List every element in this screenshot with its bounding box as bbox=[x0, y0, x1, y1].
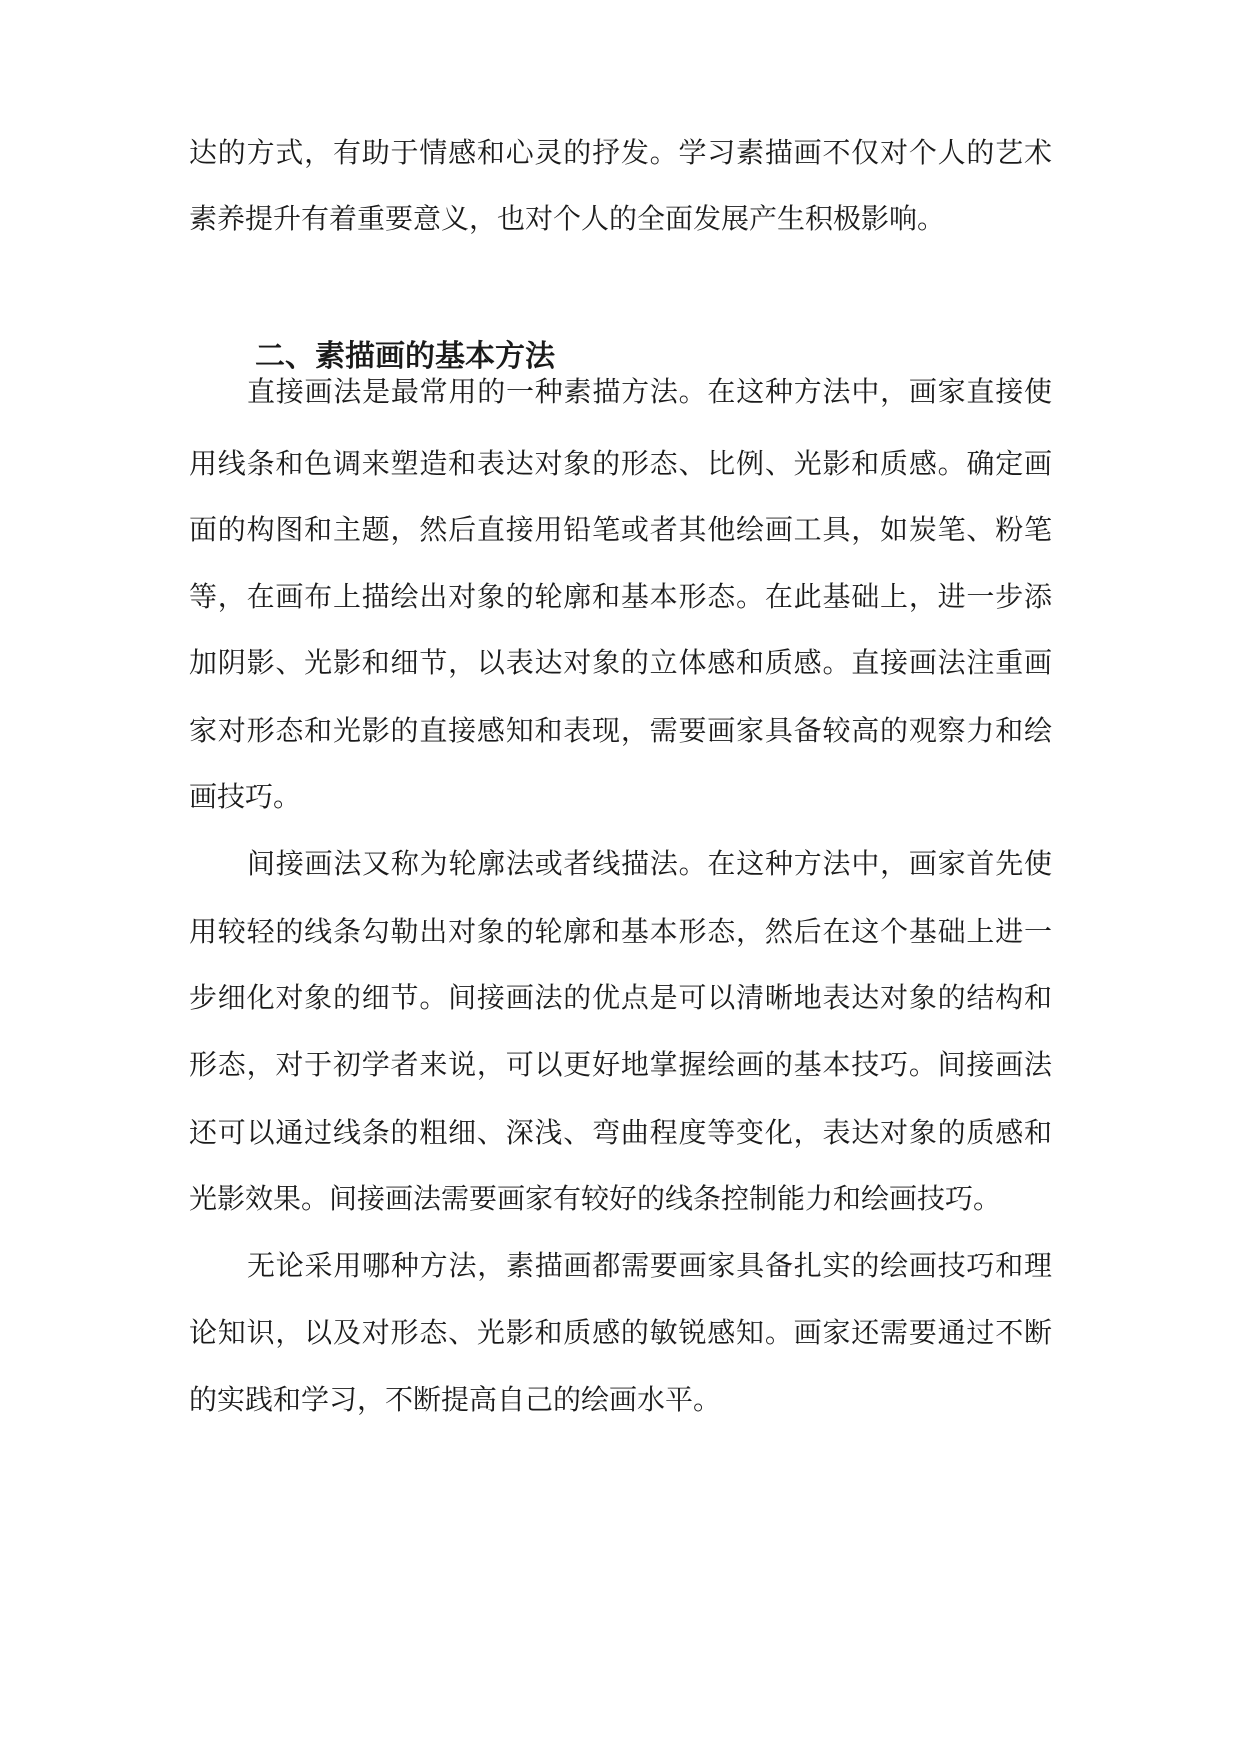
para3-line-3: 的实践和学习，不断提高自己的绘画水平。 bbox=[189, 1383, 722, 1416]
para1-line-7: 画技巧。 bbox=[189, 780, 302, 813]
para3-line-2: 论知识，以及对形态、光影和质感的敏锐感知。画家还需要通过不断 bbox=[189, 1316, 1052, 1349]
para2-line-4: 形态，对于初学者来说，可以更好地掌握绘画的基本技巧。间接画法 bbox=[189, 1048, 1052, 1081]
intro-line-2: 素养提升有着重要意义，也对个人的全面发展产生积极影响。 bbox=[189, 202, 946, 235]
para1-line-2: 用线条和色调来塑造和表达对象的形态、比例、光影和质感。确定画 bbox=[189, 447, 1052, 480]
para2-line-1: 间接画法又称为轮廓法或者线描法。在这种方法中，画家首先使 bbox=[247, 847, 1052, 880]
para1-line-6: 家对形态和光影的直接感知和表现，需要画家具备较高的观察力和绘 bbox=[189, 714, 1052, 747]
para2-line-3: 步细化对象的细节。间接画法的优点是可以清晰地表达对象的结构和 bbox=[189, 981, 1052, 1014]
para2-line-2: 用较轻的线条勾勒出对象的轮廓和基本形态，然后在这个基础上进一 bbox=[189, 915, 1052, 948]
para3-line-1: 无论采用哪种方法，素描画都需要画家具备扎实的绘画技巧和理 bbox=[247, 1249, 1052, 1282]
section-heading: 二、素描画的基本方法 bbox=[255, 339, 555, 374]
para2-line-5: 还可以通过线条的粗细、深浅、弯曲程度等变化，表达对象的质感和 bbox=[189, 1116, 1052, 1149]
para2-line-6: 光影效果。间接画法需要画家有较好的线条控制能力和绘画技巧。 bbox=[189, 1182, 1002, 1215]
para1-line-5: 加阴影、光影和细节，以表达对象的立体感和质感。直接画法注重画 bbox=[189, 646, 1052, 679]
para1-line-3: 面的构图和主题，然后直接用铅笔或者其他绘画工具，如炭笔、粉笔 bbox=[189, 513, 1052, 546]
para1-line-1: 直接画法是最常用的一种素描方法。在这种方法中，画家直接使 bbox=[247, 375, 1052, 408]
para1-line-4: 等，在画布上描绘出对象的轮廓和基本形态。在此基础上，进一步添 bbox=[189, 580, 1052, 613]
intro-line-1: 达的方式，有助于情感和心灵的抒发。学习素描画不仅对个人的艺术 bbox=[189, 136, 1052, 169]
